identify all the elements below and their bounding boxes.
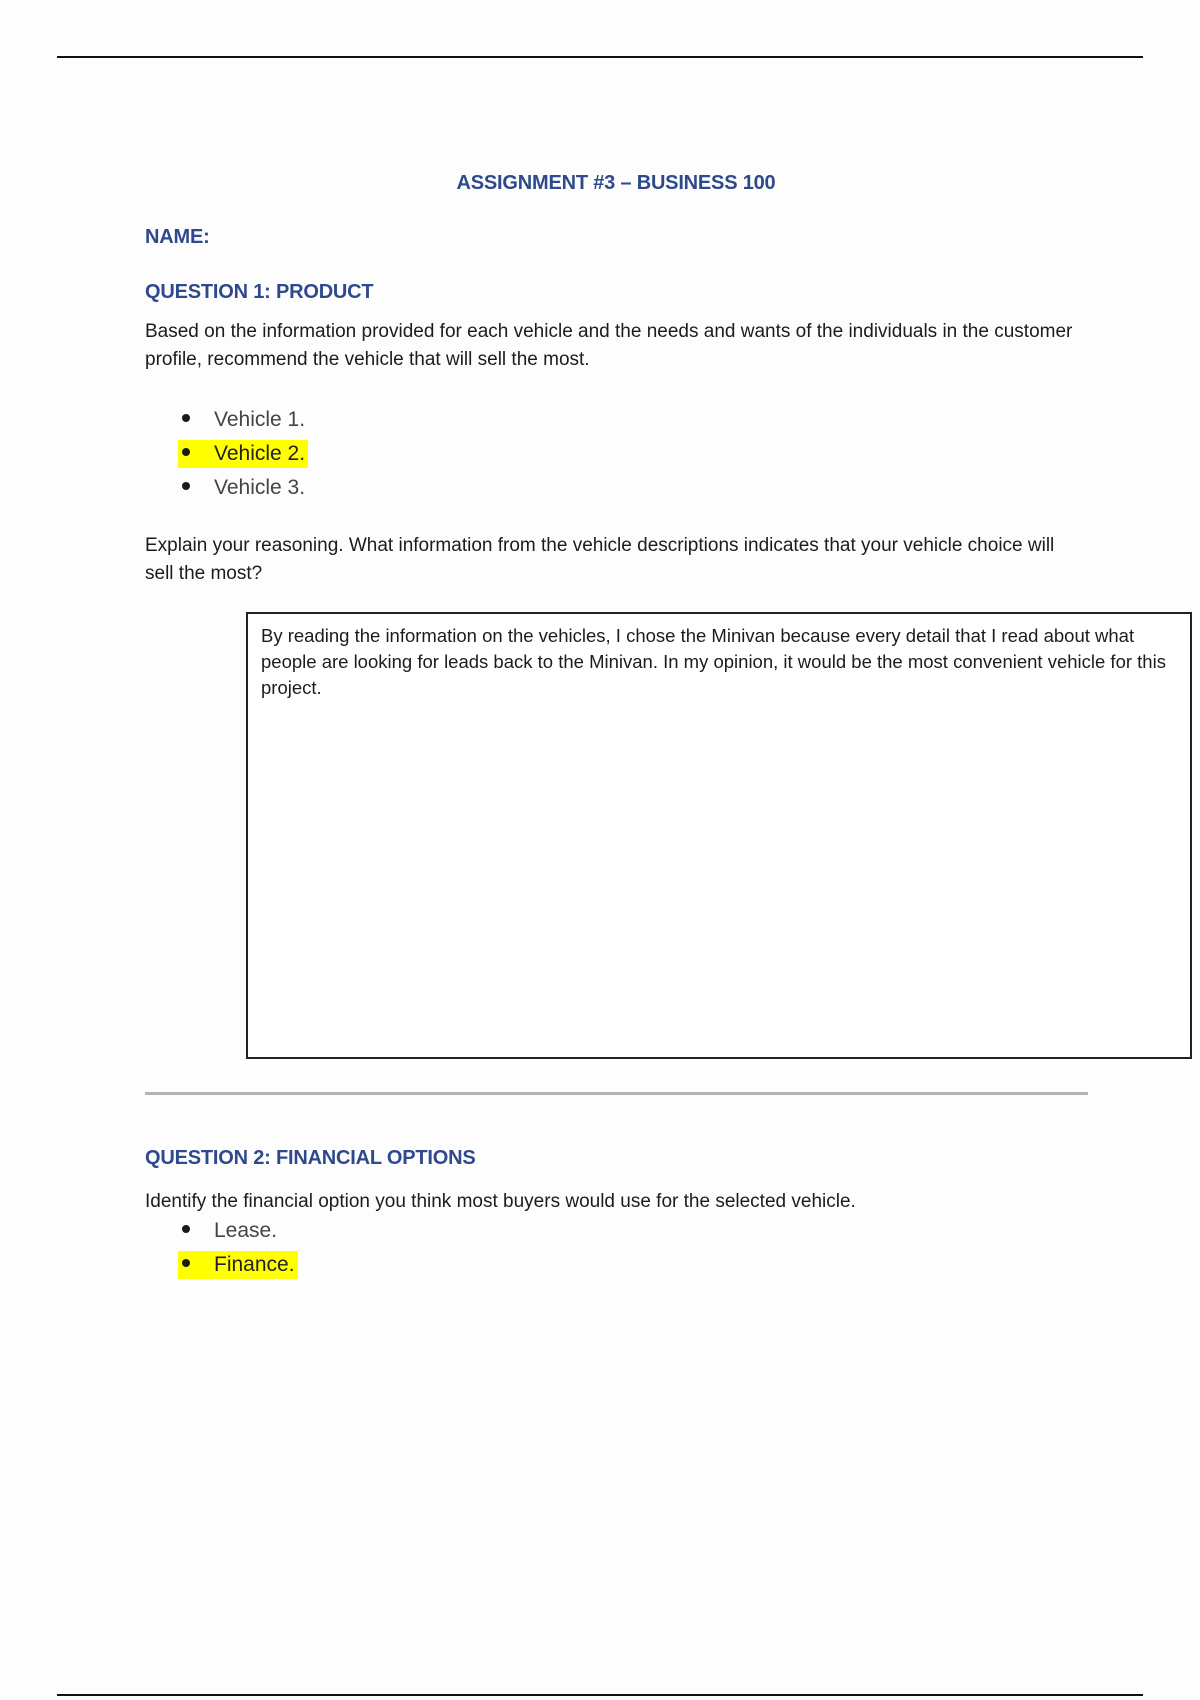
vehicle-option-label: Vehicle 1. bbox=[214, 408, 306, 431]
question-1-explain-prompt: Explain your reasoning. What information from the vehicle descriptions indicates that your vehicle choice will sell the most? bbox=[145, 535, 1055, 584]
finance-option-label: Lease. bbox=[214, 1219, 278, 1242]
question-1-prompt: Based on the information provided for each vehicle and the needs and wants of the individuals in the customer profile, recommend the vehicle that will sell the most. bbox=[145, 321, 1073, 370]
page-header-rule bbox=[57, 56, 1143, 58]
section-divider bbox=[145, 1092, 1088, 1095]
vehicle-options-list bbox=[178, 403, 308, 505]
document-title: ASSIGNMENT #3 – BUSINESS 100 bbox=[456, 172, 776, 194]
finance-option-label: Finance. bbox=[214, 1253, 295, 1276]
finance-option-lease[interactable] bbox=[178, 1214, 298, 1248]
vehicle-option-label: Vehicle 3. bbox=[214, 476, 306, 499]
vehicle-option-3[interactable] bbox=[178, 471, 308, 505]
bullet-icon bbox=[182, 482, 190, 490]
page-footer-rule bbox=[57, 1694, 1143, 1696]
bullet-icon bbox=[182, 414, 190, 422]
vehicle-option-1[interactable] bbox=[178, 403, 308, 437]
vehicle-option-2[interactable] bbox=[178, 437, 308, 471]
answer-text: By reading the information on the vehicles, I chose the Minivan because every detail that I read about what people are looking for leads back to the Minivan. In my opinion, it would be the most convenient vehicle for this project. bbox=[261, 625, 1166, 698]
finance-options-list bbox=[178, 1214, 298, 1282]
bullet-icon bbox=[182, 448, 190, 456]
question-2-heading: QUESTION 2: FINANCIAL OPTIONS bbox=[145, 1147, 476, 1169]
vehicle-option-label: Vehicle 2. bbox=[214, 442, 306, 465]
bullet-icon bbox=[182, 1259, 190, 1267]
answer-text-box[interactable] bbox=[246, 612, 1192, 1059]
question-1-heading: QUESTION 1: PRODUCT bbox=[145, 281, 374, 303]
finance-option-finance[interactable] bbox=[178, 1248, 298, 1282]
question-2-prompt: Identify the financial option you think most buyers would use for the selected vehicle. bbox=[145, 1191, 856, 1212]
bullet-icon bbox=[182, 1225, 190, 1233]
name-label: NAME: bbox=[145, 226, 210, 248]
